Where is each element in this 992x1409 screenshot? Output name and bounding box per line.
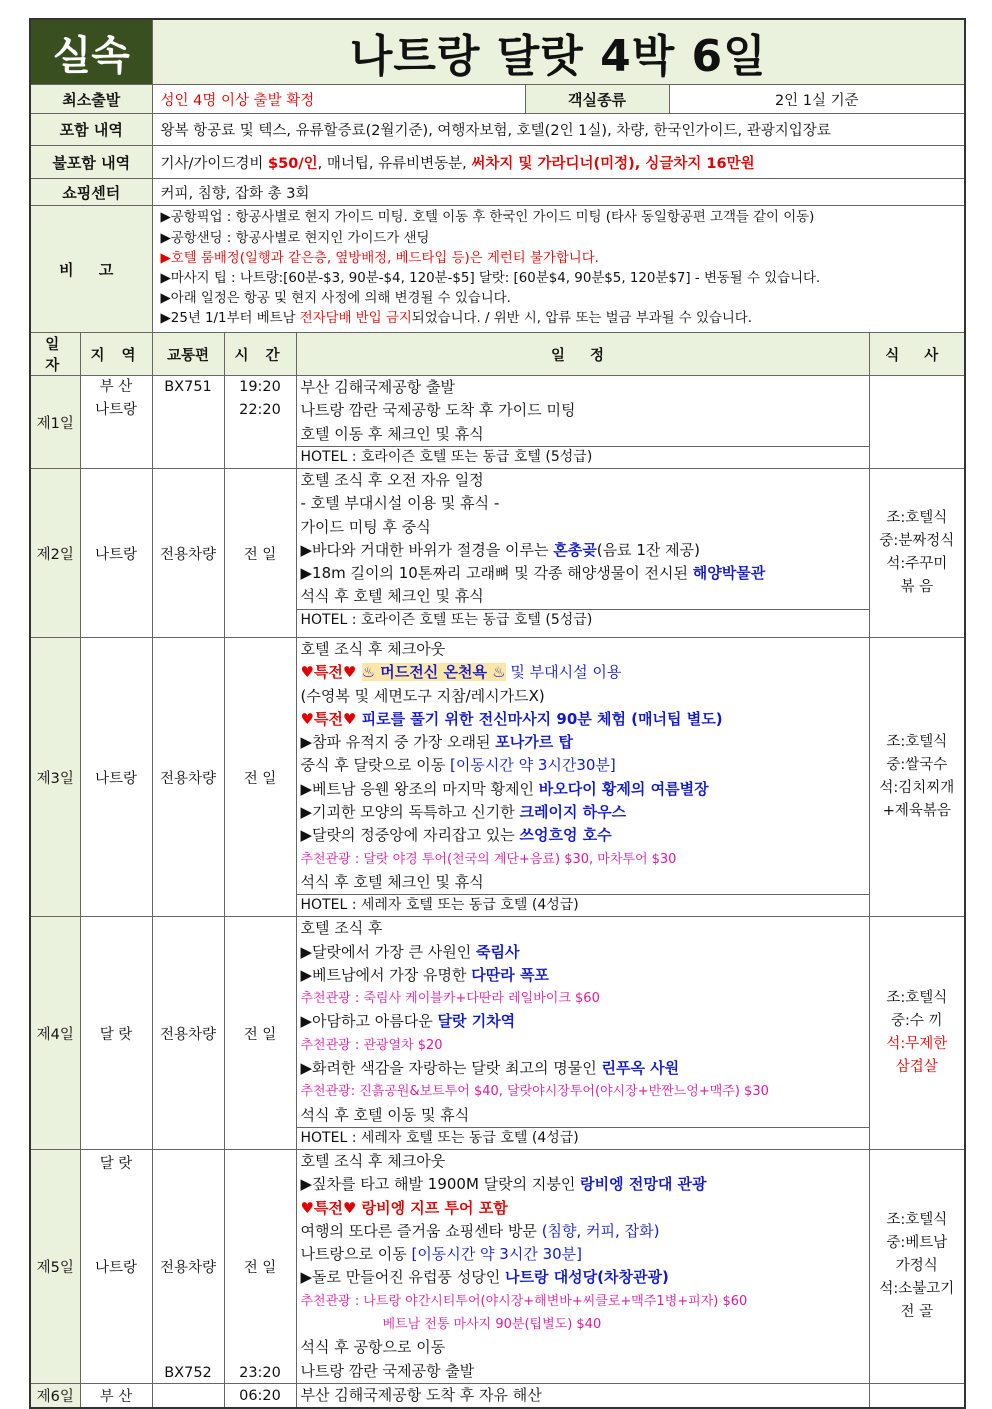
itinerary-cell: 부산 김해국제공항 도착 후 자유 해산 [296,1383,869,1408]
flight-cell: BX751 [152,376,224,469]
notes-label: 비 고 [30,206,152,333]
time-cell: 19:20 22:20 [224,376,296,469]
time-cell: 전 일 [224,638,296,917]
package-badge: 실속 [30,19,152,85]
highlight-spot: 죽림사 [476,942,520,961]
transport-cell: 전용차량 [152,638,224,917]
meal-cell: 조:호텔식 중:분짜정식 석:주꾸미 볶 음 [869,469,965,638]
room-type-value: 2인 1실 기준 [669,85,965,114]
highlight-spot: 포나가르 탑 [495,733,573,752]
note-item: ▶공항픽업 : 항공사별로 현지 가이드 미팅. 호텔 이동 후 한국인 가이드 미팅 (타사 동일항공편 고객들 같이 이동) [160,210,815,226]
highlight-spot: 랑비엥 전망대 관광 [580,1175,707,1194]
day-row-5 [30,1149,965,1383]
hotel-line: HOTEL : 세레자 호텔 또는 동급 호텔 (4성급) [297,1127,869,1149]
highlight-spot: 나트랑 대성당(차창관광) [505,1268,669,1287]
itinerary-table [29,18,966,1409]
shopping-value: 커피, 침향, 잡화 총 3회 [152,179,965,206]
note-item: ▶호텔 룸배정(일행과 같은층, 옆방배정, 베드타입 등)은 게런티 불가합니다. [160,250,599,266]
meal-cell [869,1383,965,1408]
optional-tour: 추천관광 : 관광열차 $20 [300,1037,443,1053]
day-row-1 [30,376,965,469]
transport-cell [152,1383,224,1408]
highlight-spot: 해양박물관 [692,564,766,583]
meal-cell: 조:호텔식 중:수 끼 석:무제한 삼겹살 [869,917,965,1150]
note-item: ▶아래 일정은 항공 및 현지 사정에 의해 변경될 수 있습니다. [160,291,511,307]
note-item: ▶공항샌딩 : 항공사별로 현지인 가이드가 샌딩 [160,230,430,246]
region-cell: 나트랑 [80,469,152,638]
day-label: 제3일 [30,638,80,917]
day-label: 제1일 [30,376,80,469]
itinerary-cell: 호텔 조식 후 오전 자유 일정 - 호텔 부대시설 이용 및 휴식 - 가이드 미팅 후 중식 ▶바다와 거대한 바위가 절경을 이루는 혼총곶(음료 1잔 제공) ▶18m 길이의 10톤짜리 고래뼈 및 각종 해양생물이 전시된 해양박물관 석식 후 호텔 체크인 및 휴식 HOTEL : 호라이즌 호텔 또는 동급 호텔 (5성급) [296,469,869,638]
col-time: 시 간 [224,333,296,376]
highlight-spot: 피로를 풀기 위한 전신마사지 90분 체험 (매너팁 별도) [361,709,723,728]
optional-tour: 추천관광 : 달랏 야경 투어(천국의 계단+음료) $30, 마차투어 $30 [300,851,677,867]
guide-fee: $50/인 [268,155,318,172]
hotel-line: HOTEL : 세레자 호텔 또는 동급 호텔 (4성급) [297,894,869,916]
time-cell: 06:20 [224,1383,296,1408]
highlight-spot: 쓰엉흐엉 호수 [519,826,612,845]
day-row-4 [30,917,965,1150]
highlight-spot: 달랏 기차역 [437,1012,516,1031]
highlight-spot: 다딴라 폭포 [471,965,549,984]
itinerary-cell: 호텔 조식 후 체크아웃 ♥특전♥ ♨ 머드전신 온천욕 ♨ 및 부대시설 이용 (수영복 및 세면도구 지참/레시가드X) ♥특전♥ 피로를 풀기 위한 전신마사지 90분 체험 (매너팁 별도) ▶참파 유적지 중 가장 오래된 포나가르 탑 중식 후 달랏으로 이동 [이동시간 약 3시간30분] ▶베트남 응웬 왕조의 마지막 황제인 바오다이 황제의 여름별장 ▶기괴한 모양의 독특하고 신기한 크레이지 하우스 ▶달랏의 정중앙에 자리잡고 있는 쓰엉흐엉 호수 추천관광 : 달랏 야경 투어(천국의 계단+음료) $30, 마차투어 $30 석식 후 호텔 체크인 및 휴식 HOTEL : 세레자 호텔 또는 동급 호텔 (4성급) [296,638,869,917]
room-type-label: 객실종류 [525,85,669,114]
region-cell: 달 랏 [80,917,152,1150]
optional-tour: 추천관광: 진흙공원&보트투어 $40, 달랏야시장투어(야시장+반짠느엉+맥주) $30 [300,1084,769,1100]
col-meal: 식 사 [869,333,965,376]
included-label: 포함 내역 [30,114,152,146]
col-region: 지 역 [80,333,152,376]
day-row-2 [30,469,965,638]
excluded-label: 불포함 내역 [30,146,152,179]
time-cell: 전 일 [224,469,296,638]
e-cigarette-ban: 전자담배 반입 금지 [299,311,412,327]
excluded-text-a: 기사/가이드경비 [160,155,269,172]
region-cell: 부 산 [80,1383,152,1408]
region-cell: 부 산 나트랑 [80,376,152,469]
note-item: ▶25년 1/1부터 베트남 전자담배 반입 금지되었습니다. / 위반 시, 압류 또는 벌금 부과될 수 있습니다. [160,311,752,327]
excluded-text-c: , 매너팁, 유류비변동분, [317,155,472,172]
day-row-6 [30,1383,965,1408]
region-cell: 나트랑 [80,638,152,917]
optional-tour: 베트남 전통 마사지 90분(팁별도) $40 [382,1317,602,1333]
region-cell: 달 랏 나트랑 [80,1149,152,1383]
day-row-3 [30,638,965,917]
shopping-label: 쇼핑센터 [30,179,152,206]
highlight-spot: 랑비엥 지프 투어 포함 [361,1198,508,1217]
day-label: 제5일 [30,1149,80,1383]
meal-cell: 조:호텔식 중:쌀국수 석:김치찌개 +제육볶음 [869,638,965,917]
hotel-line: HOTEL : 호라이즌 호텔 또는 동급 호텔 (5성급) [297,609,869,631]
day-label: 제6일 [30,1383,80,1408]
itinerary-sheet [29,18,964,1409]
itinerary-cell: 호텔 조식 후 체크아웃 ▶짚차를 타고 해발 1900M 달랏의 지붕인 랑비엥 전망대 관광 ♥특전♥ 랑비엥 지프 투어 포함 여행의 또다른 즐거움 쇼핑센타 방문 (침향, 커피, 잡화) 나트랑으로 이동 [이동시간 약 3시간 30분] ▶돌로 만들어진 유럽풍 성당인 나트랑 대성당(차창관광) 추천관광 : 나트랑 야간시티투어(야시장+해변바+씨클로+맥주1병+피자) $60 베트남 전통 마사지 90분(팁별도) $40 석식 후 공항으로 이동 나트랑 깜란 국제공항 출발 [296,1149,869,1383]
time-cell: 전 일 [224,917,296,1150]
highlight-spot: 크레이지 하우스 [519,803,627,822]
excluded-value [152,146,965,179]
meal-cell [869,376,965,469]
notes-list [152,206,965,333]
optional-tour: 추천관광 : 죽림사 케이블카+다딴라 레일바이크 $60 [300,991,600,1007]
note-item: ▶마사지 팁 : 나트랑:[60분-$3, 90분-$4, 120분-$5] 달랏: [60분$4, 90분$5, 120분$7] - 변동될 수 있습니다. [160,271,821,286]
optional-tour: 추천관광 : 나트랑 야간시티투어(야시장+해변바+씨클로+맥주1병+피자) $60 [300,1293,748,1309]
highlight-spot: 바오다이 황제의 여름별장 [538,779,709,798]
transport-cell: 전용차량 [152,917,224,1150]
highlight-spot: ♨ 머드전신 온천욕 ♨ [361,663,506,682]
transport-cell: 전용차량 BX752 [152,1149,224,1383]
surcharge-note: 써차지 및 가라디너(미정), 싱글차지 16만원 [471,155,755,172]
hotel-line: HOTEL : 호라이즌 호텔 또는 동급 호텔 (5성급) [297,446,869,468]
itinerary-cell: 호텔 조식 후 ▶달랏에서 가장 큰 사원인 죽림사 ▶베트남에서 가장 유명한 다딴라 폭포 추천관광 : 죽림사 케이블카+다딴라 레일바이크 $60 ▶아담하고 아름다운 달랏 기차역 추천관광 : 관광열차 $20 ▶화려한 색감을 자랑하는 달랏 최고의 명물인 린푸옥 사원 추천관광: 진흙공원&보트투어 $40, 달랏야시장투어(야시장+반짠느엉+맥주) $30 석식 후 호텔 이동 및 휴식 HOTEL : 세레자 호텔 또는 동급 호텔 (4성급) [296,917,869,1150]
time-cell: 전 일 23:20 [224,1149,296,1383]
day-label: 제2일 [30,469,80,638]
min-departure-label: 최소출발 [30,85,152,114]
departure-time: 23:20 [239,1364,281,1381]
itinerary-cell: 부산 김해국제공항 출발 나트랑 깜란 국제공항 도착 후 가이드 미팅 호텔 이동 후 체크인 및 휴식 HOTEL : 호라이즌 호텔 또는 동급 호텔 (5성급) [296,376,869,469]
highlight-spot: 린푸옥 사원 [601,1059,680,1078]
flight-number: BX752 [164,1364,212,1381]
min-departure-value: 성인 4명 이상 출발 확정 [152,85,525,114]
transport-cell: 전용차량 [152,469,224,638]
col-day: 일 자 [30,333,80,376]
meal-cell: 조:호텔식 중:베트남 가정식 석:소불고기 전 골 [869,1149,965,1383]
day-label: 제4일 [30,917,80,1150]
col-transport: 교통편 [152,333,224,376]
highlight-spot: 혼총곶 [553,540,597,559]
included-value: 왕복 항공료 및 텍스, 유류할증료(2월기준), 여행자보험, 호텔(2인 1실), 차량, 한국인가이드, 관광지입장료 [152,114,965,146]
page-title: 나트랑 달랏 4박 6일 [152,19,965,85]
col-itinerary: 일 정 [296,333,869,376]
